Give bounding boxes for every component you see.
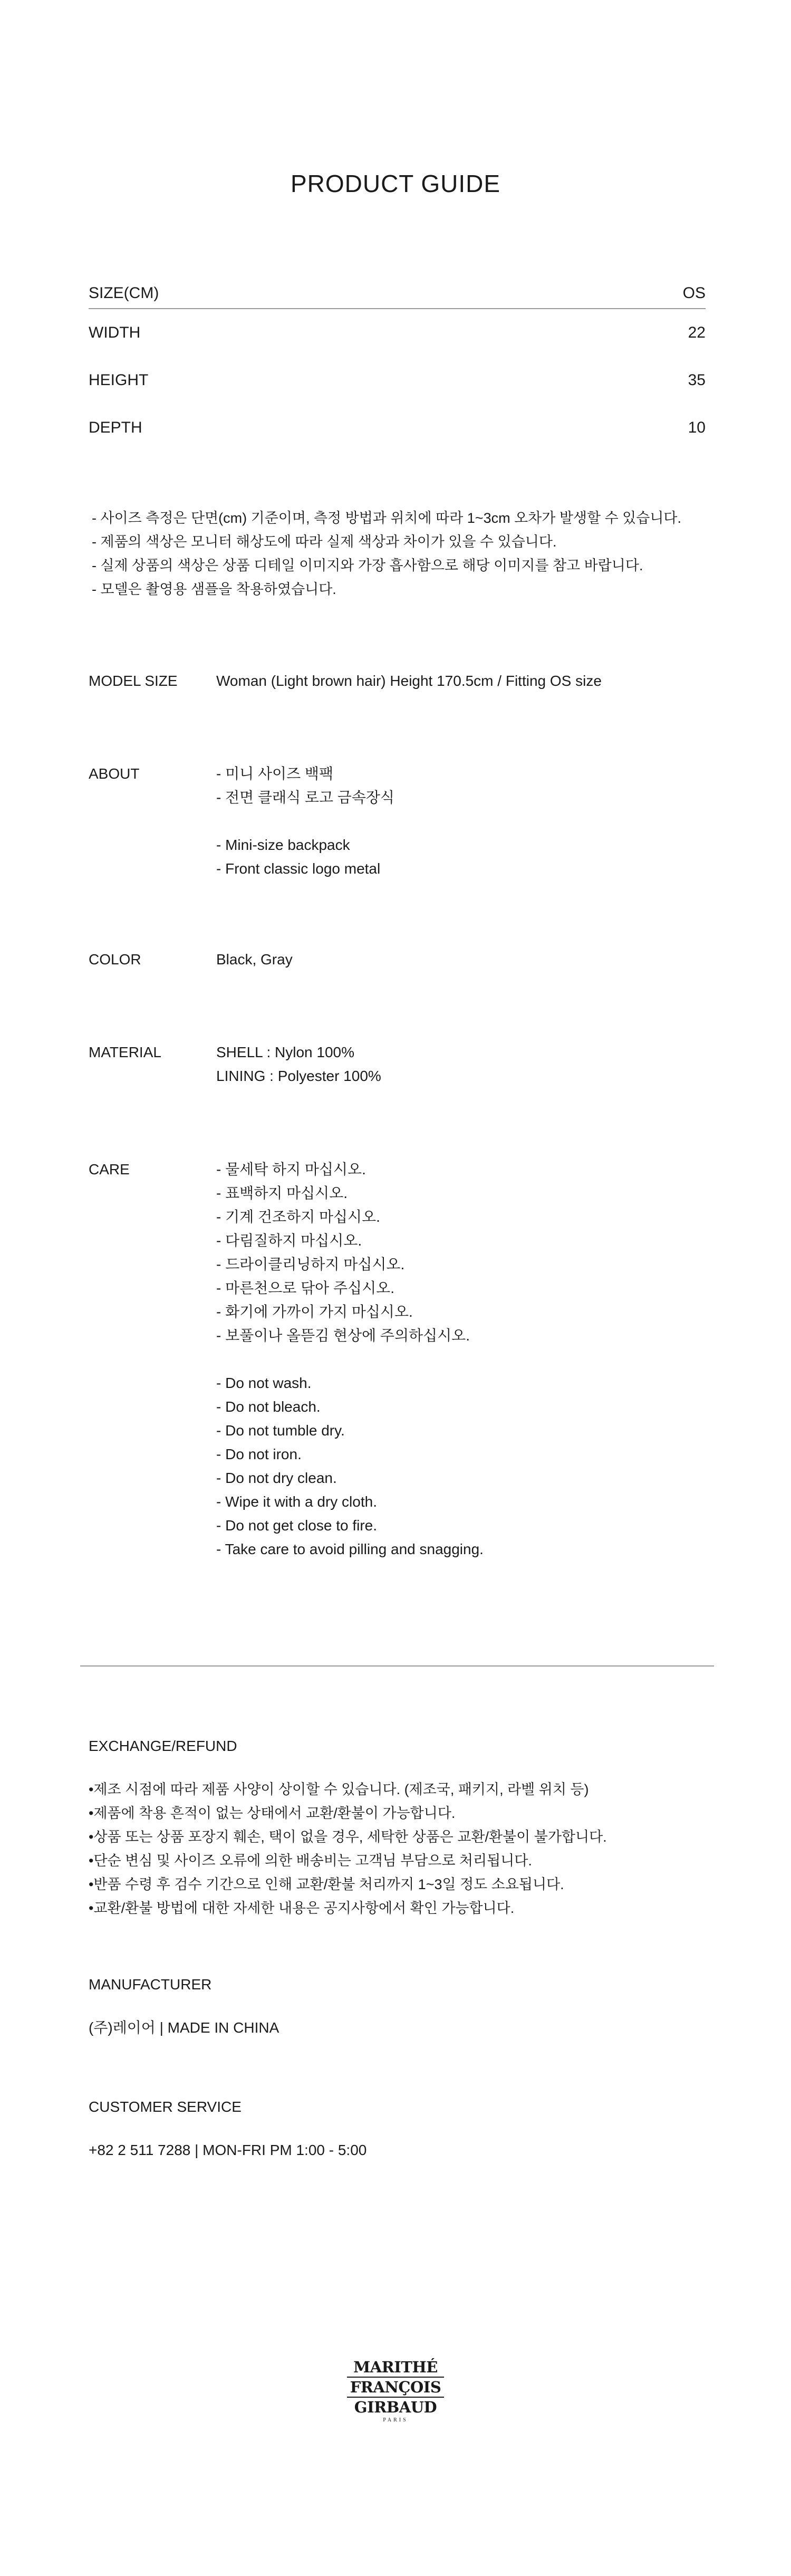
size-row-value: 10 (688, 419, 706, 436)
care-line: - Do not dry clean. (216, 1470, 337, 1486)
manufacturer-heading: MANUFACTURER (89, 1976, 212, 1993)
exchange-refund-list (89, 1778, 607, 1920)
exchange-item: •교환/환불 방법에 대한 자세한 내용은 공지사항에서 확인 가능합니다. (89, 1900, 515, 1916)
care-line: - 기계 건조하지 마십시오. (216, 1209, 380, 1225)
size-row-label: WIDTH (89, 324, 141, 341)
size-row-width (89, 309, 706, 357)
care-line: - 화기에 가까이 가지 마십시오. (216, 1304, 413, 1320)
about-line: - Front classic logo metal (216, 860, 381, 877)
size-table-header (89, 279, 706, 309)
note-line: - 모델은 촬영용 샘플을 착용하였습니다. (92, 581, 336, 597)
customer-service-value: +82 2 511 7288 | MON-FRI PM 1:00 - 5:00 (89, 2142, 367, 2158)
exchange-item: •상품 또는 상품 포장지 훼손, 택이 없을 경우, 세탁한 상품은 교환/환불이 불가합니다. (89, 1829, 607, 1845)
color-value: Black, Gray (216, 951, 293, 968)
care-line: - Do not iron. (216, 1446, 302, 1462)
exchange-item: •단순 변심 및 사이즈 오류에 의한 배송비는 고객님 부담으로 처리됩니다. (89, 1853, 532, 1869)
note-line: - 실제 상품의 색상은 상품 디테일 이미지와 가장 흡사함으로 해당 이미지를 참고 바랍니다. (92, 558, 643, 573)
material-line: LINING : Polyester 100% (216, 1068, 381, 1084)
model-size-value: Woman (Light brown hair) Height 170.5cm / Fitting OS size (216, 673, 602, 689)
logo-line: GIRBAUD (354, 2398, 437, 2416)
size-row-value: 35 (688, 371, 706, 389)
size-table (89, 279, 706, 452)
size-header-label: SIZE(CM) (89, 284, 159, 302)
size-row-label: DEPTH (89, 419, 142, 436)
care-line: - Do not tumble dry. (216, 1422, 345, 1439)
care-line: - Do not get close to fire. (216, 1517, 378, 1534)
note-line: - 사이즈 측정은 단면(cm) 기준이며, 측정 방법과 위치에 따라 1~3cm 오차가 발생할 수 있습니다. (92, 510, 681, 526)
care-line: - 다림질하지 마십시오. (216, 1232, 362, 1249)
material-line: SHELL : Nylon 100% (216, 1044, 354, 1060)
section-divider (80, 1665, 714, 1667)
size-header-value: OS (682, 284, 706, 302)
model-size-label: MODEL SIZE (89, 673, 178, 689)
manufacturer-value: (주)레이어 | MADE IN CHINA (89, 2019, 279, 2036)
care-line: - 보풀이나 올뜯김 현상에 주의하십시오. (216, 1327, 470, 1344)
manufacturer-section (89, 1974, 279, 2038)
page-title: PRODUCT GUIDE (290, 169, 501, 197)
logo-line: FRANÇOIS (350, 2378, 441, 2396)
color-label: COLOR (89, 951, 141, 968)
exchange-refund-section (89, 1736, 237, 1757)
care-label: CARE (89, 1161, 130, 1177)
about-line: - 전면 클래식 로고 금속장식 (216, 789, 394, 806)
customer-service-heading: CUSTOMER SERVICE (89, 2099, 242, 2115)
exchange-item: •제조 시점에 따라 제품 사양이 상이할 수 있습니다. (제조국, 패키지, 라벨 위치 등) (89, 1782, 589, 1797)
care-line: - 표백하지 마십시오. (216, 1185, 348, 1201)
care-line: - Wipe it with a dry cloth. (216, 1493, 377, 1510)
logo-line: MARITHÉ (353, 2358, 438, 2376)
care-line: - 물세탁 하지 마십시오. (216, 1161, 366, 1177)
note-line: - 제품의 색상은 모니터 해상도에 따라 실제 색상과 차이가 있을 수 있습니다. (92, 534, 557, 550)
size-row-label: HEIGHT (89, 371, 149, 389)
care-line: - 드라이클리닝하지 마십시오. (216, 1256, 405, 1272)
brand-logo (343, 2359, 448, 2423)
customer-service-section (89, 2096, 366, 2161)
size-row-value: 22 (688, 324, 706, 341)
care-line: - 마른천으로 닦아 주십시오. (216, 1280, 394, 1296)
exchange-refund-heading: EXCHANGE/REFUND (89, 1738, 237, 1754)
about-label: ABOUT (89, 765, 140, 782)
exchange-item: •제품에 착용 흔적이 없는 상태에서 교환/환불이 가능합니다. (89, 1805, 456, 1821)
care-line: - Do not bleach. (216, 1399, 321, 1415)
about-line: - 미니 사이즈 백팩 (216, 765, 333, 782)
care-line: - Do not wash. (216, 1375, 312, 1391)
care-line: - Take care to avoid pilling and snagging. (216, 1541, 484, 1557)
about-line: - Mini-size backpack (216, 837, 350, 853)
exchange-item: •반품 수령 후 검수 기간으로 인해 교환/환불 처리까지 1~3일 정도 소요됩니다. (89, 1876, 564, 1892)
logo-place: PARIS (383, 2417, 408, 2423)
material-label: MATERIAL (89, 1044, 161, 1060)
size-notes (92, 506, 681, 601)
size-row-depth (89, 404, 706, 452)
size-row-height (89, 357, 706, 404)
